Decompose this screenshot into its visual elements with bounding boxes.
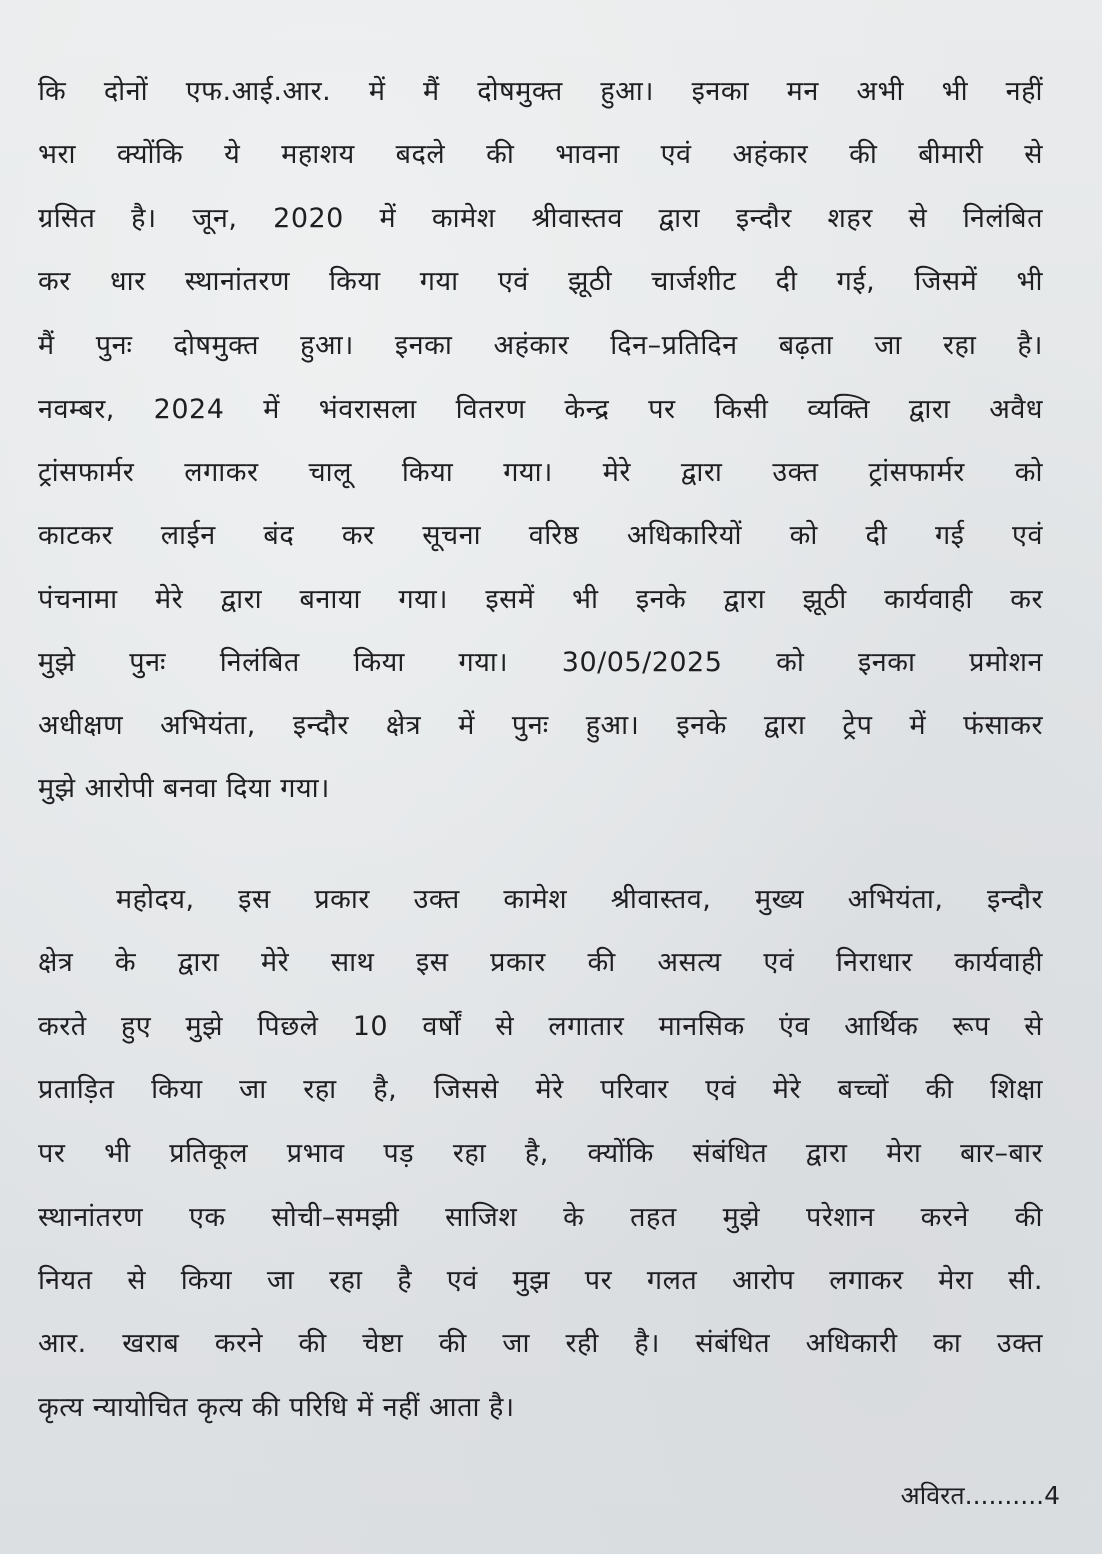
text-line: ट्रांसफार्मर लगाकर चालू किया गया। मेरे द्वारा उक्त ट्रांसफार्मर को (38, 457, 1043, 488)
text-line: मुझे पुनः निलंबित किया गया। 30/05/2025 को इनका प्रमोशन (38, 647, 1043, 678)
text-line: क्षेत्र के द्वारा मेरे साथ इस प्रकार की असत्य एवं निराधार कार्यवाही (38, 947, 1043, 978)
text-line: मैं पुनः दोषमुक्त हुआ। इनका अहंकार दिन–प्रतिदिन बढ़ता जा रहा है। (38, 330, 1043, 361)
text-line: प्रताड़ित किया जा रहा है, जिससे मेरे परिवार एवं मेरे बच्चों की शिक्षा (38, 1074, 1043, 1105)
text-line: आर. खराब करने की चेष्टा की जा रही है। संबंधित अधिकारी का उक्त (38, 1328, 1043, 1359)
text-line: कर धार स्थानांतरण किया गया एवं झूठी चार्जशीट दी गई, जिसमें भी (38, 266, 1043, 297)
text-line: काटकर लाईन बंद कर सूचना वरिष्ठ अधिकारियों को दी गई एवं (38, 520, 1043, 551)
text-line: भरा क्योंकि ये महाशय बदले की भावना एवं अहंकार की बीमारी से (38, 139, 1043, 170)
text-line: नवम्बर, 2024 में भंवरासला वितरण केन्द्र पर किसी व्यक्ति द्वारा अवैध (38, 394, 1043, 425)
text-line: नियत से किया जा रहा है एवं मुझ पर गलत आरोप लगाकर मेरा सी. (38, 1265, 1043, 1296)
text-line: महोदय, इस प्रकार उक्त कामेश श्रीवास्तव, मुख्य अभियंता, इन्दौर (116, 884, 1043, 915)
text-line: अधीक्षण अभियंता, इन्दौर क्षेत्र में पुनः हुआ। इनके द्वारा ट्रेप में फंसाकर (38, 710, 1043, 741)
text-line: ग्रसित है। जून, 2020 में कामेश श्रीवास्तव द्वारा इन्दौर शहर से निलंबित (38, 203, 1043, 234)
text-line: कृत्य न्यायोचित कृत्य की परिधि में नहीं आता है। (38, 1392, 515, 1423)
text-line: कि दोनों एफ.आई.आर. में मैं दोषमुक्त हुआ। इनका मन अभी भी नहीं (38, 76, 1043, 107)
text-line: पंचनामा मेरे द्वारा बनाया गया। इसमें भी इनके द्वारा झूठी कार्यवाही कर (38, 584, 1043, 615)
text-line: स्थानांतरण एक सोची–समझी साजिश के तहत मुझे परेशान करने की (38, 1202, 1043, 1233)
text-line: करते हुए मुझे पिछले 10 वर्षों से लगातार मानसिक एंव आर्थिक रूप से (38, 1011, 1043, 1042)
text-line: पर भी प्रतिकूल प्रभाव पड़ रहा है, क्योंकि संबंधित द्वारा मेरा बार–बार (38, 1138, 1043, 1169)
text-line: मुझे आरोपी बनवा दिया गया। (38, 773, 330, 804)
continuation-marker: अविरत..........4 (900, 1481, 1060, 1510)
